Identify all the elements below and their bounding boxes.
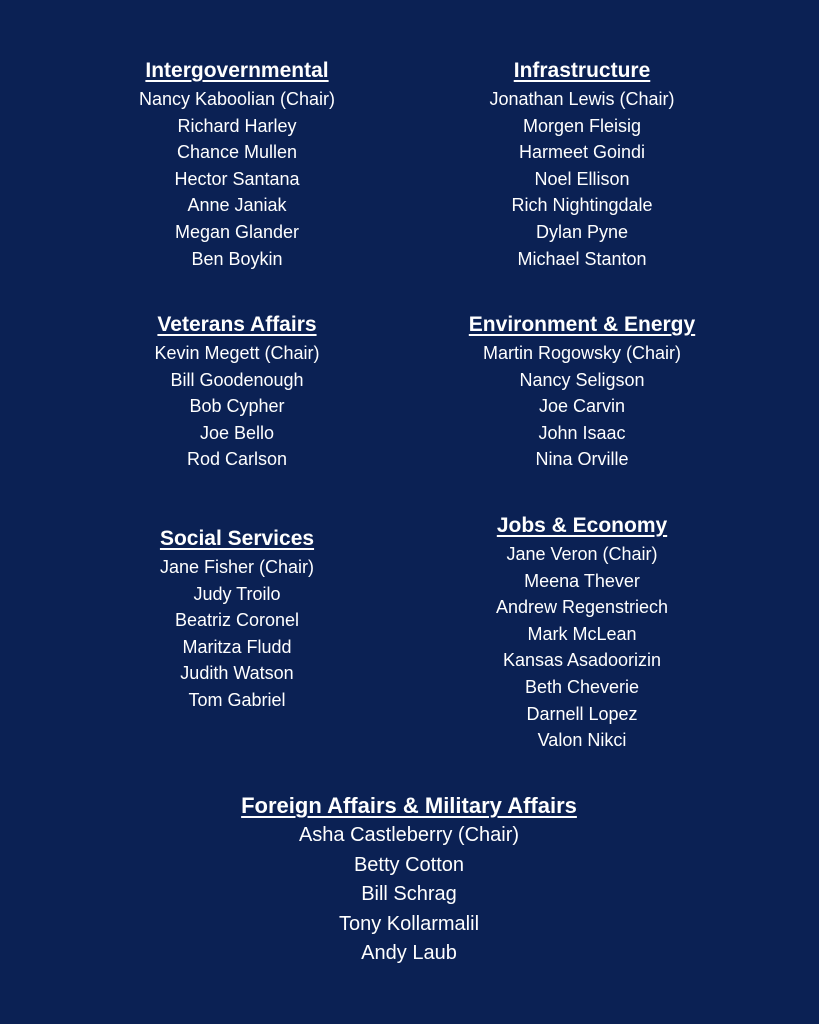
member-name: Beth Cheverie: [524, 676, 640, 697]
member-name: Rod Carlson: [186, 449, 288, 470]
committee-infrastructure: [489, 56, 674, 272]
member-name: Bill Goodenough: [170, 369, 304, 390]
member-name: Betty Cotton: [353, 853, 465, 876]
member-list: [160, 554, 314, 714]
member-name: Anne Janiak: [187, 195, 287, 216]
member-name: Andrew Regenstriech: [495, 597, 669, 618]
committee-title: Intergovernmental: [145, 59, 329, 82]
committee-foreign-military-affairs: [241, 791, 577, 969]
member-name: Judy Troilo: [193, 583, 281, 604]
committee-jobs-economy: [496, 511, 668, 754]
member-name: Martin Rogowsky (Chair): [482, 343, 682, 363]
committee-intergovernmental: [139, 56, 335, 272]
member-name: Nancy Kaboolian (Chair): [138, 89, 336, 109]
member-name: Morgen Fleisig: [522, 115, 642, 136]
member-name: Bill Schrag: [361, 883, 457, 906]
member-name: Nina Orville: [535, 449, 629, 470]
member-name: Chance Mullen: [176, 142, 298, 163]
member-name: Kevin Megett (Chair): [154, 343, 320, 363]
member-name: Harmeet Goindi: [518, 142, 646, 163]
member-name: Nancy Seligson: [519, 369, 645, 390]
member-name: Dylan Pyne: [535, 221, 629, 242]
member-name: Joe Carvin: [538, 396, 626, 417]
committee-title: Jobs & Economy: [496, 514, 668, 537]
member-name: Richard Harley: [177, 115, 297, 136]
member-name: Jonathan Lewis (Chair): [489, 89, 675, 109]
member-name: Joe Bello: [199, 422, 275, 443]
member-name: Michael Stanton: [517, 248, 647, 269]
member-name: Judith Watson: [180, 663, 294, 684]
member-list: [154, 340, 319, 473]
member-name: Andy Laub: [361, 942, 457, 965]
member-name: Meena Thever: [524, 570, 640, 591]
member-name: John Isaac: [538, 422, 626, 443]
committee-title: Environment & Energy: [468, 313, 696, 336]
committee-environment-energy: [469, 310, 695, 473]
committee-social-services: [160, 524, 314, 714]
member-list: [489, 86, 674, 272]
member-name: Tony Kollarmalil: [338, 912, 480, 935]
member-name: Darnell Lopez: [526, 703, 638, 724]
member-list: [496, 541, 668, 754]
committee-title: Foreign Affairs & Military Affairs: [241, 793, 577, 818]
committee-title: Infrastructure: [513, 59, 651, 82]
member-name: Bob Cypher: [189, 396, 285, 417]
committee-title: Veterans Affairs: [157, 313, 317, 336]
member-name: Maritza Fludd: [182, 636, 292, 657]
member-name: Asha Castleberry (Chair): [298, 824, 520, 846]
member-name: Jane Fisher (Chair): [159, 557, 315, 577]
member-name: Megan Glander: [174, 221, 300, 242]
member-name: Valon Nikci: [537, 730, 627, 751]
committee-title: Social Services: [159, 527, 315, 550]
member-name: Rich Nightingdale: [511, 195, 653, 216]
member-name: Ben Boykin: [191, 248, 283, 269]
committee-veterans-affairs: [154, 310, 319, 473]
member-list: [469, 340, 695, 473]
member-name: Jane Veron (Chair): [506, 544, 658, 564]
member-list: [241, 821, 577, 969]
member-name: Noel Ellison: [534, 168, 630, 189]
member-list: [139, 86, 335, 272]
member-name: Beatriz Coronel: [174, 610, 300, 631]
member-name: Kansas Asadoorizin: [502, 650, 662, 671]
member-name: Tom Gabriel: [188, 689, 286, 710]
member-name: Mark McLean: [527, 623, 637, 644]
member-name: Hector Santana: [174, 168, 300, 189]
